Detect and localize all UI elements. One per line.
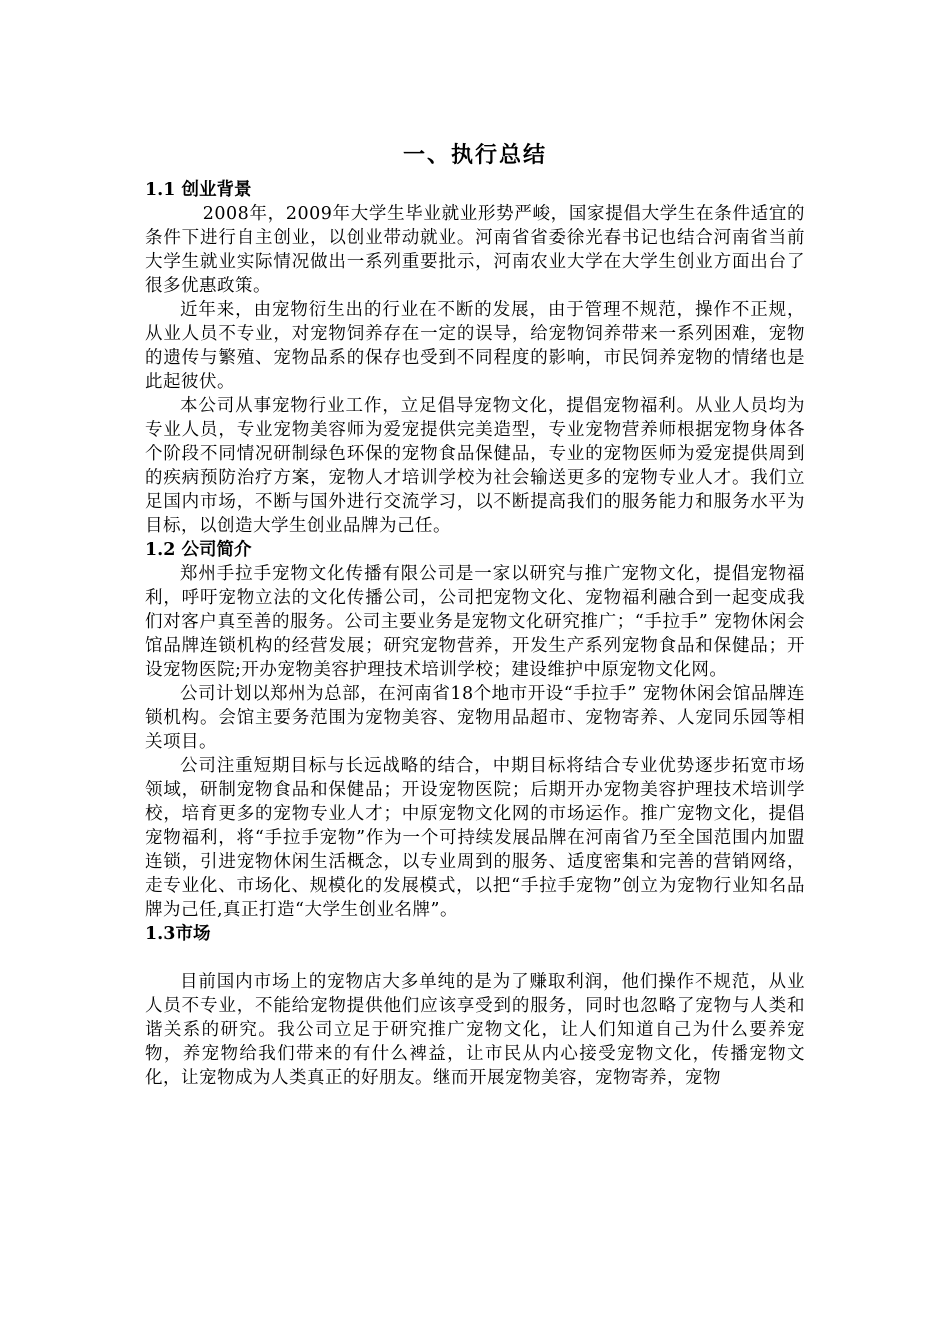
paragraph: 目前国内市场上的宠物店大多单纯的是为了赚取利润，他们操作不规范，从业人员不专业，不能给宠物提供他们应该享受到的服务，同时也忽略了宠物与人类和谐关系的研究。我公司立足于研究推广宠物文化，让人们知道自己为什么要养宠物，养宠物给我们带来的有什么裨益，让市民从内心接受宠物文化，传播宠物文化，让宠物成为人类真正的好朋友。继而开展宠物美容，宠物寄养，宠物 bbox=[145, 972, 805, 1088]
document-page bbox=[145, 138, 805, 1090]
section-heading: 1.2 公司简介 bbox=[145, 540, 252, 560]
section-heading: 1.3市场 bbox=[145, 924, 211, 944]
section-company-profile bbox=[145, 538, 805, 922]
section-heading: 1.1 创业背景 bbox=[145, 180, 252, 200]
section-background bbox=[145, 178, 805, 538]
blank-line bbox=[145, 946, 805, 970]
paragraph: 公司计划以郑州为总部，在河南省18个地市开设“手拉手” 宠物休闲会馆品牌连锁机构。会馆主要务范围为宠物美容、宠物用品超市、宠物寄养、人宠同乐园等相关项目。 bbox=[145, 684, 805, 752]
paragraph: 2008年，2009年大学生毕业就业形势严峻，国家提倡大学生在条件适宜的条件下进行自主创业，以创业带动就业。河南省省委徐光春书记也结合河南省当前大学生就业实际情况做出一系列重要批示，河南农业大学在大学生创业方面出台了很多优惠政策。 bbox=[145, 204, 805, 296]
paragraph: 公司注重短期目标与长远战略的结合，中期目标将结合专业优势逐步拓宽市场领域，研制宠物食品和保健品；开设宠物医院；后期开办宠物美容护理技术培训学校，培育更多的宠物专业人才；中原宠物文化网的市场运作。推广宠物文化，提倡宠物福利，将“手拉手宠物”作为一个可持续发展品牌在河南省乃至全国范围内加盟连锁，引进宠物休闲生活概念，以专业周到的服务、适度密集和完善的营销网络，走专业化、市场化、规模化的发展模式，以把“手拉手宠物”创立为宠物行业知名品牌为己任,真正打造“大学生创业名牌”。 bbox=[145, 756, 805, 920]
section-market bbox=[145, 922, 805, 1090]
paragraph: 本公司从事宠物行业工作，立足倡导宠物文化，提倡宠物福利。从业人员均为专业人员，专业宠物美容师为爱宠提供完美造型，专业宠物营养师根据宠物身体各个阶段不同情况研制绿色环保的宠物食品保健品，专业的宠物医师为爱宠提供周到的疾病预防治疗方案，宠物人才培训学校为社会输送更多的宠物专业人才。我们立足国内市场，不断与国外进行交流学习，以不断提高我们的服务能力和服务水平为目标，以创造大学生创业品牌为己任。 bbox=[145, 396, 805, 536]
paragraph: 郑州手拉手宠物文化传播有限公司是一家以研究与推广宠物文化，提倡宠物福利，呼吁宠物立法的文化传播公司，公司把宠物文化、宠物福利融合到一起变成我们对客户真至善的服务。公司主要业务是宠物文化研究推广；“手拉手” 宠物休闲会馆品牌连锁机构的经营发展；研究宠物营养，开发生产系列宠物食品和保健品；开设宠物医院;开办宠物美容护理技术培训学校；建设维护中原宠物文化网。 bbox=[145, 564, 805, 680]
paragraph: 近年来，由宠物衍生出的行业在不断的发展，由于管理不规范，操作不正规，从业人员不专业，对宠物饲养存在一定的误导，给宠物饲养带来一系列困难，宠物的遗传与繁殖、宠物品系的保存也受到不同程度的影响，市民饲养宠物的情绪也是此起彼伏。 bbox=[145, 300, 805, 392]
document-title: 一、执行总结 bbox=[402, 142, 547, 168]
